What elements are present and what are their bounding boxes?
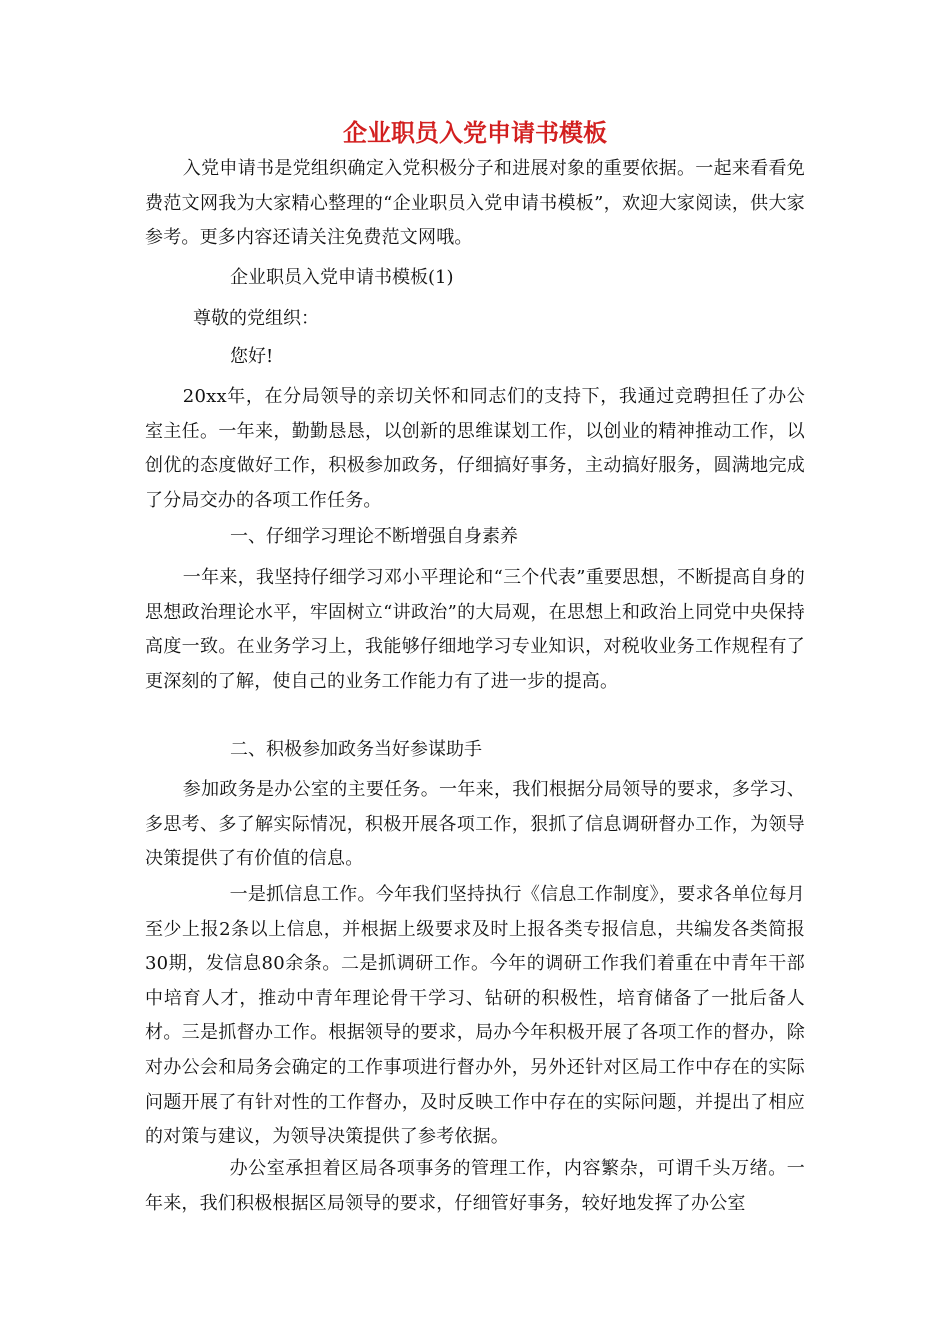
body-paragraph-2: 一年来，我坚持仔细学习邓小平理论和“三个代表”重要思想，不断提高自身的思想政治理论水平，牢固树立“讲政治”的大局观，在思想上和政治上同党中央保持高度一致。在业务学习上，我能够仔细地学习专业知识，对税收业务工作规程有了更深刻的了解，使自己的业务工作能力有了进一步的提高。	[145, 567, 805, 692]
intro-paragraph: 入党申请书是党组织确定入党积极分子和进展对象的重要依据。一起来看看免费范文网我为大家精心整理的“企业职员入党申请书模板”，欢迎大家阅读，供大家参考。更多内容还请关注免费范文网哦。	[145, 158, 805, 249]
body-paragraph-3: 参加政务是办公室的主要任务。一年来，我们根据分局领导的要求，多学习、多思考、多了解实际情况，积极开展各项工作，狠抓了信息调研督办工作，为领导决策提供了有价值的信息。	[145, 779, 805, 870]
section-heading-2: 二、积极参加政务当好参谋助手	[230, 739, 482, 760]
document-title: 企业职员入党申请书模板	[343, 119, 607, 147]
section-heading-1: 一、仔细学习理论不断增强自身素养	[230, 526, 518, 547]
section-subtitle: 企业职员入党申请书模板(1)	[230, 267, 454, 288]
body-paragraph-5: 办公室承担着区局各项事务的管理工作，内容繁杂，可谓千头万绪。一年来，我们积极根据区局领导的要求，仔细管好事务，较好地发挥了办公室	[145, 1158, 805, 1214]
body-paragraph-1: 20xx年，在分局领导的亲切关怀和同志们的支持下，我通过竞聘担任了办公室主任。一年来，勤勤恳恳，以创新的思维谋划工作，以创业的精神推动工作，以创优的态度做好工作，积极参加政务，仔细搞好事务，主动搞好服务，圆满地完成了分局交办的各项工作任务。	[145, 386, 805, 511]
greeting: 您好!	[230, 346, 274, 367]
salutation: 尊敬的党组织：	[193, 308, 319, 329]
body-paragraph-4: 一是抓信息工作。今年我们坚持执行《信息工作制度》，要求各单位每月至少上报2条以上信息，并根据上级要求及时上报各类专报信息，共编发各类简报30期，发信息80余条。二是抓调研工作。今年的调研工作我们着重在中青年干部中培育人才，推动中青年理论骨干学习、钻研的积极性，培育储备了一批后备人材。三是抓督办工作。根据领导的要求，局办今年积极开展了各项工作的督办，除对办公会和局务会确定的工作事项进行督办外，另外还针对区局工作中存在的实际问题开展了有针对性的工作督办，及时反映工作中存在的实际问题，并提出了相应的对策与建议，为领导决策提供了参考依据。	[145, 884, 805, 1148]
